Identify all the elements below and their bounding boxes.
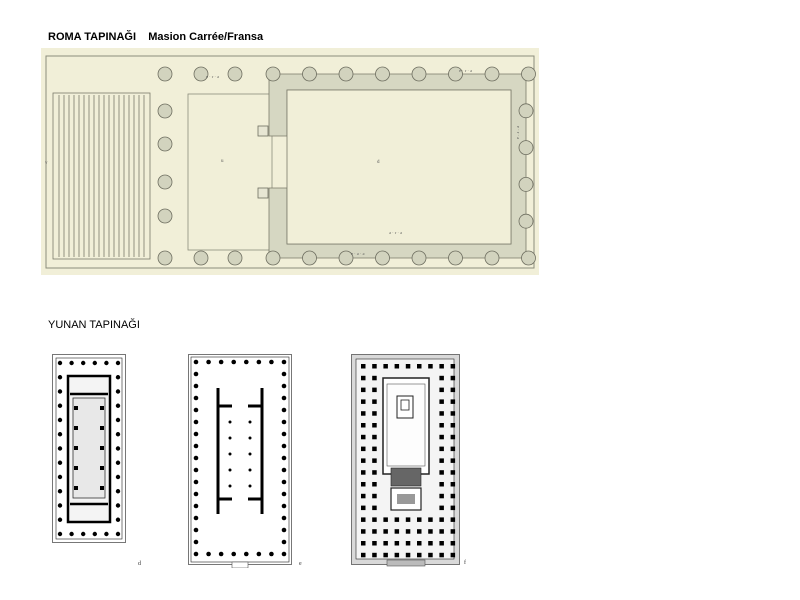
column	[158, 67, 172, 81]
column	[116, 375, 120, 379]
column	[451, 447, 456, 452]
column	[194, 540, 199, 545]
column	[519, 177, 533, 191]
column	[395, 364, 400, 369]
column	[282, 528, 287, 533]
column	[428, 541, 433, 546]
column	[104, 361, 108, 365]
column	[158, 209, 172, 223]
column	[439, 376, 444, 381]
column	[194, 396, 199, 401]
column	[58, 418, 62, 422]
column	[158, 104, 172, 118]
column	[451, 411, 456, 416]
column	[395, 553, 400, 558]
column	[58, 404, 62, 408]
column	[372, 399, 377, 404]
column	[372, 423, 377, 428]
column	[439, 553, 444, 558]
column	[219, 552, 224, 557]
column	[376, 251, 390, 265]
label-col-top: e · r · ǝ	[206, 74, 219, 79]
plan-letter-d: d	[138, 561, 141, 567]
column	[194, 372, 199, 377]
column	[116, 461, 120, 465]
column	[116, 446, 120, 450]
roman-temple-title: ROMA TAPINAĞI Masion Carrée/Fransa	[48, 31, 264, 43]
column	[361, 411, 366, 416]
column	[412, 67, 426, 81]
column	[282, 432, 287, 437]
column	[282, 372, 287, 377]
column	[383, 364, 388, 369]
column	[372, 470, 377, 475]
column	[69, 532, 73, 536]
label-side-right: e · r · ǝ	[516, 126, 521, 139]
column	[406, 553, 411, 558]
column	[58, 475, 62, 479]
column	[257, 552, 262, 557]
column	[439, 423, 444, 428]
column	[266, 251, 280, 265]
column	[439, 506, 444, 511]
column	[219, 360, 224, 365]
column	[58, 389, 62, 393]
greek-temple-plan-d	[52, 354, 147, 568]
column	[361, 423, 366, 428]
column	[282, 480, 287, 485]
column	[58, 518, 62, 522]
greek-temple-title: YUNAN TAPINAĞI	[48, 319, 140, 331]
column	[116, 432, 120, 436]
column	[439, 364, 444, 369]
column	[194, 480, 199, 485]
column	[269, 360, 274, 365]
column	[417, 517, 422, 522]
column	[417, 541, 422, 546]
column	[417, 529, 422, 534]
column	[361, 458, 366, 463]
column	[519, 141, 533, 155]
greek-temple-plan-e	[188, 354, 306, 568]
column	[376, 67, 390, 81]
column	[383, 517, 388, 522]
column	[439, 435, 444, 440]
column	[406, 517, 411, 522]
column	[116, 489, 120, 493]
plan-letter-f: f	[464, 560, 466, 566]
column	[116, 404, 120, 408]
column	[519, 214, 533, 228]
column	[194, 444, 199, 449]
column	[406, 529, 411, 534]
column	[282, 396, 287, 401]
column	[451, 458, 456, 463]
column	[451, 364, 456, 369]
column	[395, 541, 400, 546]
column	[361, 494, 366, 499]
column	[361, 529, 366, 534]
column	[372, 447, 377, 452]
column	[81, 361, 85, 365]
column	[282, 384, 287, 389]
column	[158, 175, 172, 189]
column	[282, 456, 287, 461]
label-col-bottom: e · ǝ · ǝ	[351, 251, 365, 256]
column	[361, 447, 366, 452]
label-col-top-right: e · r · ǝ	[459, 68, 472, 73]
column	[116, 518, 120, 522]
column	[194, 552, 199, 557]
column	[361, 517, 366, 522]
column	[361, 553, 366, 558]
column	[194, 468, 199, 473]
column	[58, 503, 62, 507]
column	[372, 435, 377, 440]
column	[417, 553, 422, 558]
column	[361, 506, 366, 511]
column	[417, 364, 422, 369]
column	[282, 444, 287, 449]
column	[104, 532, 108, 536]
column	[58, 489, 62, 493]
door-pier-top	[258, 126, 268, 136]
column	[282, 360, 287, 365]
column	[282, 552, 287, 557]
column	[282, 516, 287, 521]
column	[451, 553, 456, 558]
column	[194, 432, 199, 437]
column	[194, 420, 199, 425]
column	[451, 399, 456, 404]
column	[439, 447, 444, 452]
column	[282, 540, 287, 545]
column	[339, 67, 353, 81]
column	[428, 529, 433, 534]
column	[361, 541, 366, 546]
column	[451, 388, 456, 393]
column	[439, 458, 444, 463]
column	[282, 468, 287, 473]
column	[266, 67, 280, 81]
column	[93, 532, 97, 536]
column	[361, 482, 366, 487]
column	[194, 516, 199, 521]
column	[522, 251, 536, 265]
column	[194, 384, 199, 389]
column	[81, 532, 85, 536]
label-room-u: u	[221, 159, 224, 164]
column	[158, 251, 172, 265]
column	[194, 456, 199, 461]
column	[383, 541, 388, 546]
column	[485, 67, 499, 81]
column	[439, 482, 444, 487]
column	[451, 494, 456, 499]
column	[372, 529, 377, 534]
column	[231, 552, 236, 557]
column	[58, 446, 62, 450]
column	[158, 137, 172, 151]
column	[372, 541, 377, 546]
column	[372, 458, 377, 463]
greek-temple-plan-f	[351, 354, 471, 568]
column	[116, 532, 120, 536]
column	[372, 517, 377, 522]
column	[282, 408, 287, 413]
column	[522, 67, 536, 81]
column	[361, 364, 366, 369]
column	[372, 411, 377, 416]
column	[361, 435, 366, 440]
column	[194, 504, 199, 509]
column	[383, 553, 388, 558]
column	[451, 376, 456, 381]
column	[406, 364, 411, 369]
column	[451, 506, 456, 511]
column	[412, 251, 426, 265]
column	[485, 251, 499, 265]
column	[257, 360, 262, 365]
column	[303, 67, 317, 81]
column	[58, 375, 62, 379]
column	[361, 399, 366, 404]
column	[116, 503, 120, 507]
column	[439, 470, 444, 475]
column	[194, 408, 199, 413]
column	[58, 532, 62, 536]
column	[361, 388, 366, 393]
column	[69, 361, 73, 365]
column	[519, 104, 533, 118]
column	[439, 399, 444, 404]
column	[303, 251, 317, 265]
column	[231, 360, 236, 365]
column	[93, 361, 97, 365]
door-pier-bottom	[258, 188, 268, 198]
column	[451, 435, 456, 440]
column	[206, 552, 211, 557]
column	[439, 517, 444, 522]
column	[228, 251, 242, 265]
column	[372, 388, 377, 393]
column	[383, 529, 388, 534]
column	[428, 553, 433, 558]
column	[58, 461, 62, 465]
column	[372, 494, 377, 499]
column	[372, 506, 377, 511]
column	[269, 552, 274, 557]
column	[58, 432, 62, 436]
column	[406, 541, 411, 546]
column	[451, 470, 456, 475]
column	[439, 529, 444, 534]
column	[116, 361, 120, 365]
label-v: v	[45, 161, 48, 166]
column	[372, 364, 377, 369]
column	[372, 482, 377, 487]
column	[449, 251, 463, 265]
column	[194, 492, 199, 497]
column	[439, 541, 444, 546]
column	[439, 388, 444, 393]
column	[116, 475, 120, 479]
column	[451, 423, 456, 428]
column	[206, 360, 211, 365]
column	[58, 361, 62, 365]
column	[451, 517, 456, 522]
column	[439, 494, 444, 499]
label-room-d: d	[377, 160, 380, 165]
column	[361, 470, 366, 475]
column	[372, 553, 377, 558]
column	[194, 528, 199, 533]
column	[282, 504, 287, 509]
column	[372, 376, 377, 381]
cella-interior	[287, 90, 511, 244]
column	[451, 529, 456, 534]
column	[228, 67, 242, 81]
column	[116, 418, 120, 422]
column	[451, 541, 456, 546]
roman-temple-plan	[41, 48, 539, 275]
column	[395, 517, 400, 522]
column	[361, 376, 366, 381]
column	[439, 411, 444, 416]
column	[244, 552, 249, 557]
column	[194, 251, 208, 265]
column	[282, 492, 287, 497]
column	[451, 482, 456, 487]
column	[116, 389, 120, 393]
column	[282, 420, 287, 425]
plan-letter-e: e	[299, 561, 302, 567]
column	[244, 360, 249, 365]
label-wall-bottom: ǝ · r · ǝ	[389, 230, 402, 235]
column	[428, 364, 433, 369]
column	[395, 529, 400, 534]
column	[194, 360, 199, 365]
column	[428, 517, 433, 522]
